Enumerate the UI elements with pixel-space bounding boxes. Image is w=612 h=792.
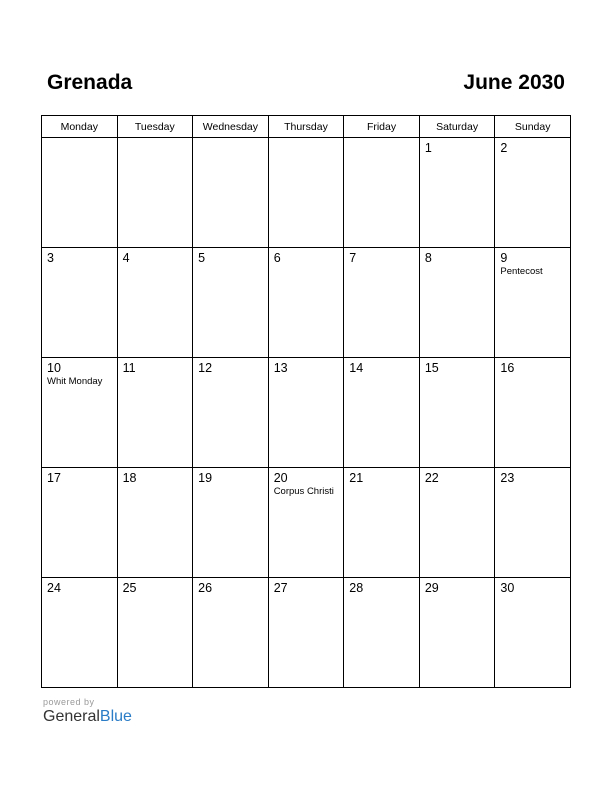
day-number: 13 xyxy=(273,361,288,375)
day-cell xyxy=(268,578,344,688)
day-number xyxy=(42,138,117,141)
calendar-grid xyxy=(41,115,571,688)
day-number: 26 xyxy=(198,581,213,595)
day-number: 15 xyxy=(424,361,439,375)
day-number xyxy=(118,138,193,141)
day-number: 1 xyxy=(424,141,432,155)
day-cell xyxy=(344,578,420,688)
week-row xyxy=(42,468,571,578)
weekday-header: Monday xyxy=(42,116,118,138)
day-cell xyxy=(42,578,118,688)
day-cell xyxy=(495,578,571,688)
day-cell xyxy=(117,578,193,688)
day-cell xyxy=(117,358,193,468)
day-number: 22 xyxy=(424,471,439,485)
week-row xyxy=(42,248,571,358)
day-number xyxy=(344,138,419,141)
day-cell xyxy=(344,358,420,468)
week-row xyxy=(42,358,571,468)
day-cell xyxy=(419,578,495,688)
day-number: 24 xyxy=(47,581,61,595)
day-number: 30 xyxy=(500,581,515,595)
holiday-label: Corpus Christi xyxy=(273,486,334,497)
weekday-header: Tuesday xyxy=(117,116,193,138)
footer-branding xyxy=(43,697,132,726)
month-year-title: June 2030 xyxy=(463,71,565,94)
day-number: 27 xyxy=(273,581,288,595)
generalblue-logo xyxy=(43,708,132,726)
brand-general: General xyxy=(43,708,100,725)
day-cell xyxy=(495,468,571,578)
day-cell xyxy=(193,468,269,578)
day-cell xyxy=(193,578,269,688)
day-cell xyxy=(419,358,495,468)
weekday-header: Saturday xyxy=(419,116,495,138)
day-number: 28 xyxy=(349,581,364,595)
day-cell xyxy=(42,138,118,248)
day-cell xyxy=(495,358,571,468)
day-number: 2 xyxy=(500,141,508,155)
day-cell xyxy=(42,248,118,358)
country-title: Grenada xyxy=(47,71,133,94)
day-cell xyxy=(42,358,118,468)
day-number: 21 xyxy=(349,471,364,485)
day-cell xyxy=(42,468,118,578)
day-number: 7 xyxy=(349,251,357,265)
day-number xyxy=(269,138,344,141)
day-cell xyxy=(495,138,571,248)
day-cell xyxy=(117,468,193,578)
brand-blue: Blue xyxy=(99,708,132,725)
day-number: 16 xyxy=(500,361,515,375)
weekday-header: Friday xyxy=(344,116,420,138)
weekday-header: Wednesday xyxy=(193,116,269,138)
day-number: 10 xyxy=(47,361,61,375)
day-number: 11 xyxy=(122,361,136,375)
day-cell xyxy=(495,248,571,358)
day-number: 8 xyxy=(424,251,432,265)
day-cell xyxy=(268,138,344,248)
day-cell xyxy=(193,138,269,248)
day-cell xyxy=(268,248,344,358)
weekday-header: Sunday xyxy=(495,116,571,138)
powered-by-text: powered by xyxy=(43,697,95,707)
week-row xyxy=(42,138,571,248)
day-cell xyxy=(344,248,420,358)
day-number: 20 xyxy=(273,471,288,485)
day-cell xyxy=(419,468,495,578)
holiday-label: Whit Monday xyxy=(47,376,103,387)
day-cell xyxy=(268,468,344,578)
day-number: 23 xyxy=(500,471,515,485)
day-number: 18 xyxy=(122,471,137,485)
day-number xyxy=(193,138,268,141)
day-number: 19 xyxy=(198,471,213,485)
day-number: 4 xyxy=(122,251,130,265)
day-number: 3 xyxy=(47,251,54,265)
weekday-header-row xyxy=(42,116,571,138)
day-cell xyxy=(344,468,420,578)
day-number: 9 xyxy=(500,251,508,265)
day-number: 6 xyxy=(273,251,281,265)
day-cell xyxy=(268,358,344,468)
weekday-header: Thursday xyxy=(268,116,344,138)
day-number: 17 xyxy=(47,471,61,485)
day-cell xyxy=(193,358,269,468)
holiday-label: Pentecost xyxy=(500,266,543,277)
day-number: 14 xyxy=(349,361,364,375)
day-number: 25 xyxy=(122,581,137,595)
day-cell xyxy=(117,248,193,358)
day-cell xyxy=(193,248,269,358)
day-number: 12 xyxy=(198,361,213,375)
day-cell xyxy=(117,138,193,248)
day-cell xyxy=(419,138,495,248)
day-number: 5 xyxy=(198,251,206,265)
day-number: 29 xyxy=(424,581,439,595)
day-cell xyxy=(344,138,420,248)
week-row xyxy=(42,578,571,688)
day-cell xyxy=(419,248,495,358)
